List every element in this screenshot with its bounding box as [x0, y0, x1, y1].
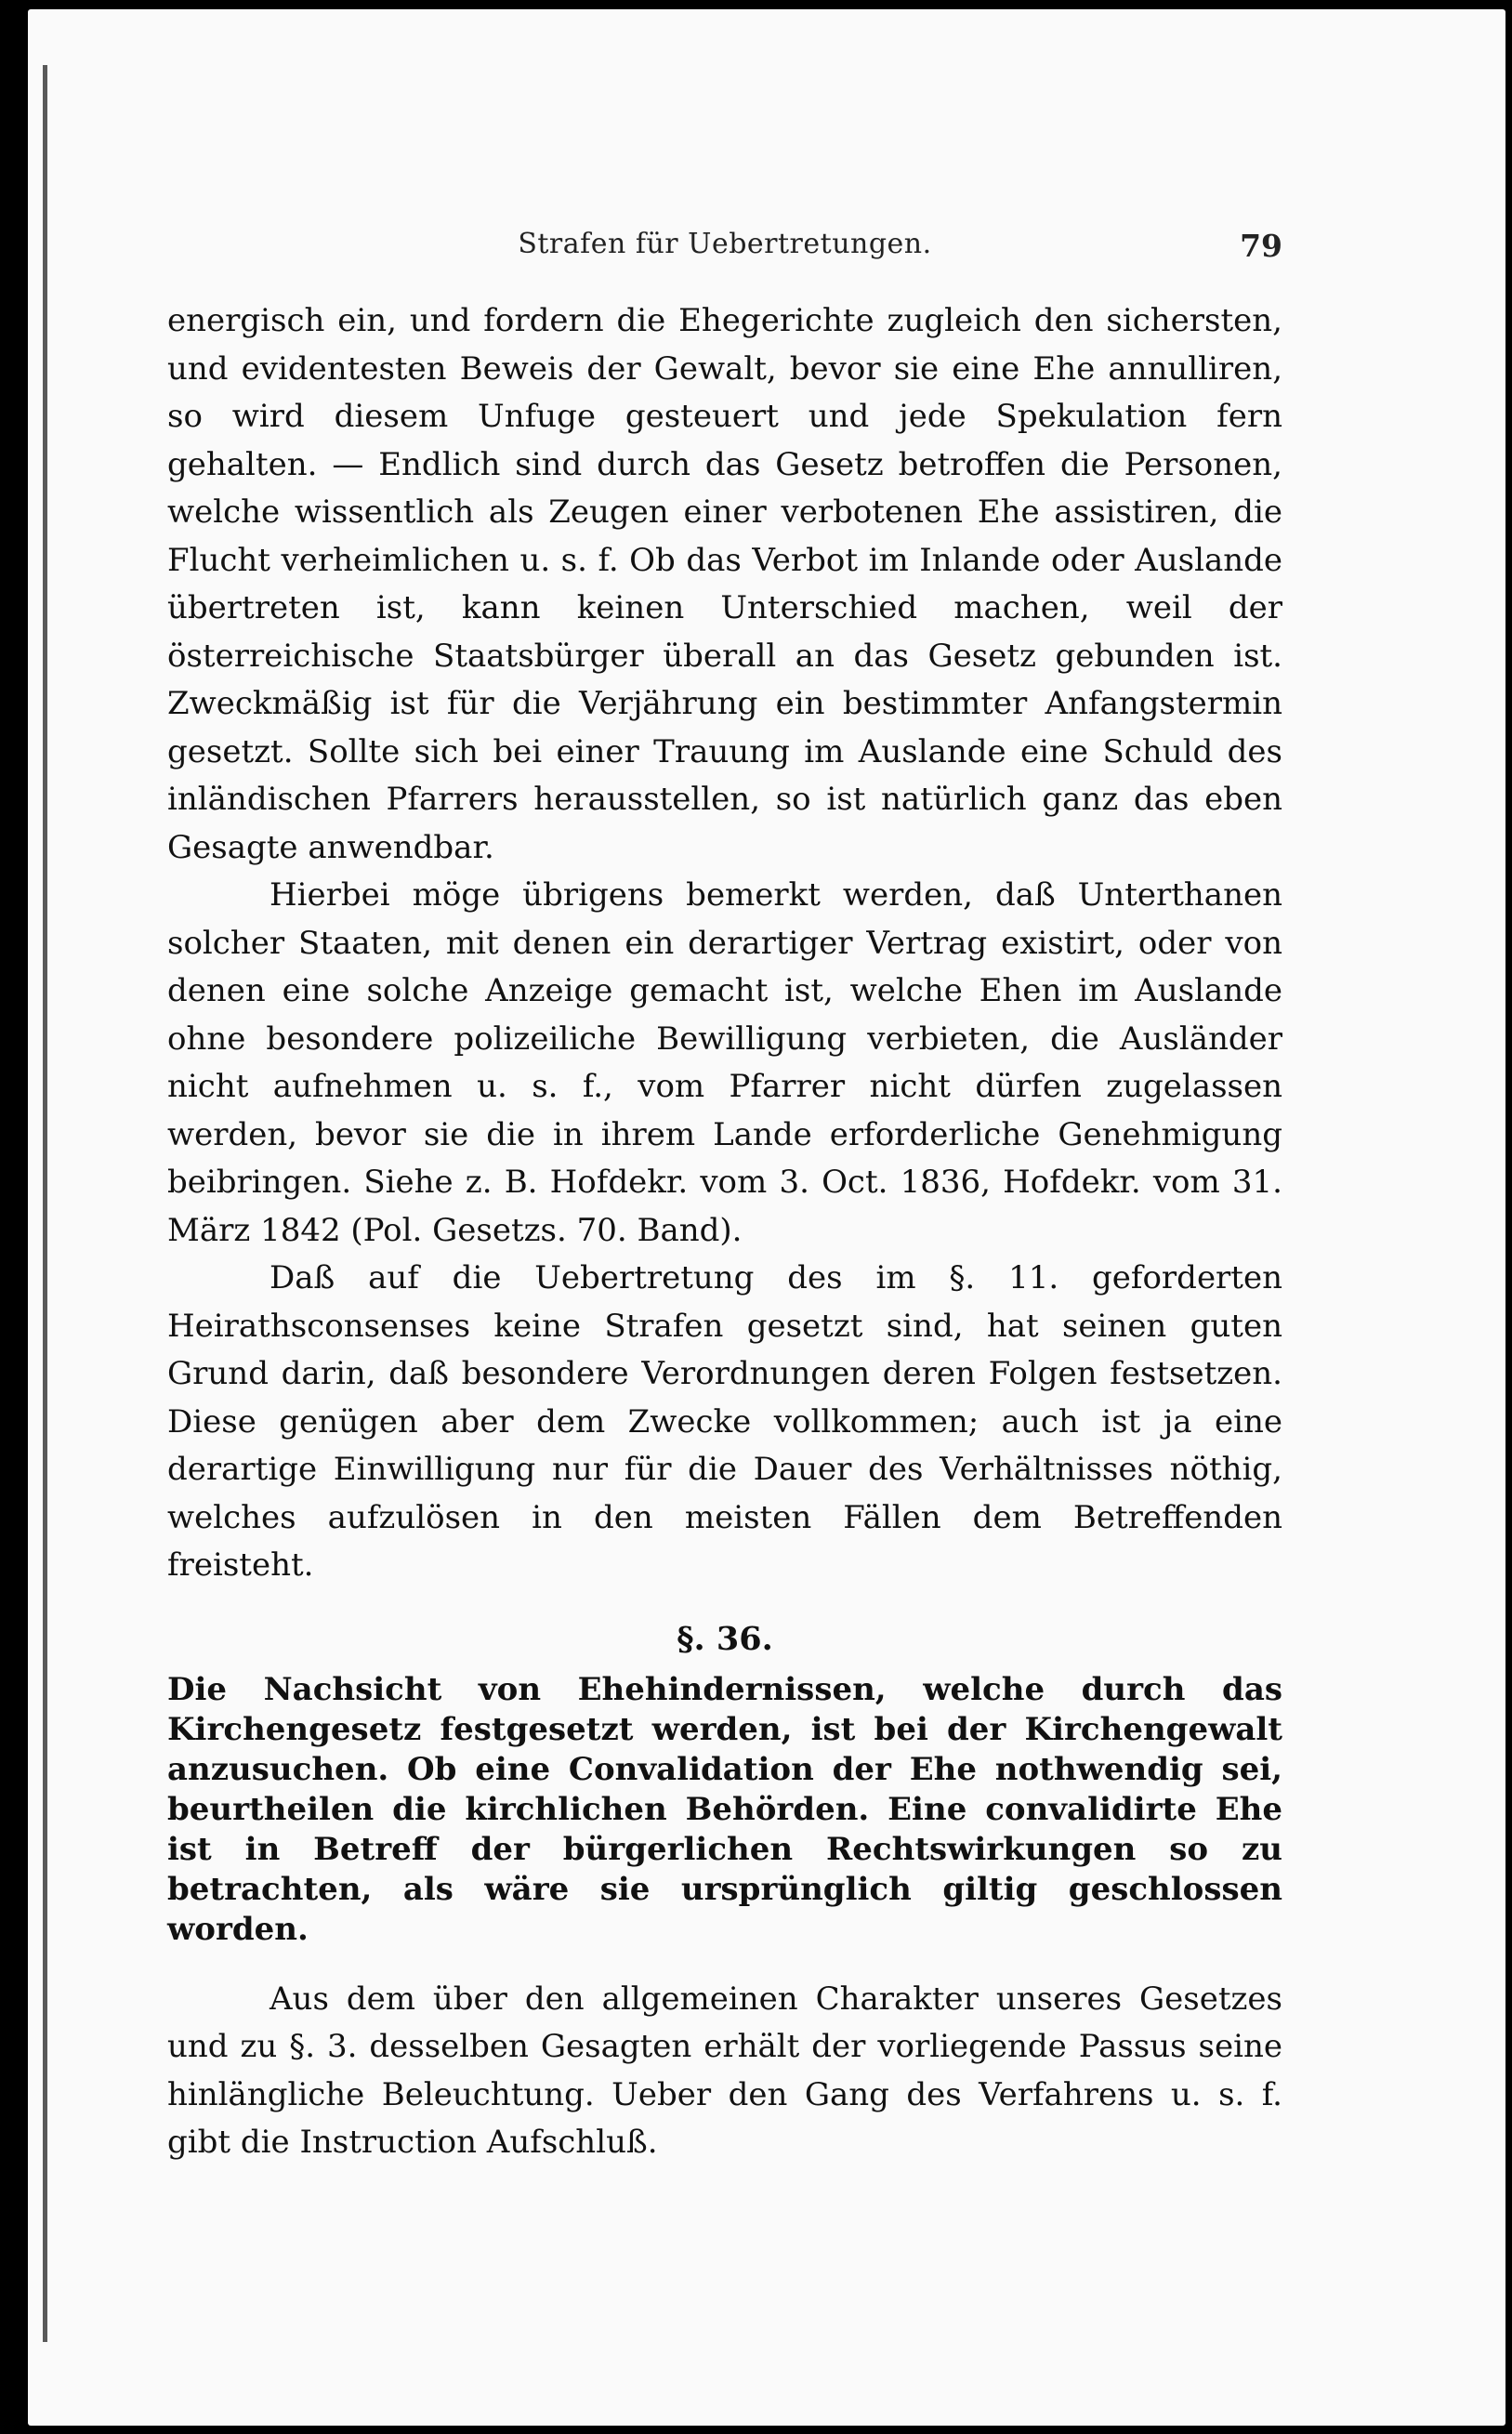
book-page: [28, 9, 1505, 2426]
page-header: [167, 228, 1282, 274]
paragraph-1: energisch ein, und fordern die Ehegerichte zugleich den sichersten, und evidentesten Beweis der Gewalt, bevor sie eine Ehe annulliren, so wird diesem Unfuge gesteuert und jede Spekulation fern gehalten. — Endlich sind durch das Gesetz betroffen die Personen, welche wissentlich als Zeugen einer verbotenen Ehe assistiren, die Flucht verheimlichen u. s. f. Ob das Verbot im Inlande oder Auslande übertreten ist, kann keinen Unterschied machen, weil der österreichische Staatsbürger überall an das Gesetz gebunden ist. Zweckmäßig ist für die Verjährung ein bestimmter Anfangstermin gesetzt. Sollte sich bei einer Trauung im Auslande eine Schuld des inländischen Pfarrers herausstellen, so ist natürlich ganz das eben Gesagte anwendbar.: [167, 302, 1282, 866]
section-body: Aus dem über den allgemeinen Charakter unseres Gesetzes und zu §. 3. desselben Gesagten erhält der vorliegende Passus seine hinlängliche Beleuchtung. Ueber den Gang des Verfahrens u. s. f. gibt die Instruction Aufschluß.: [167, 1980, 1282, 2161]
page-edge-shadow: [43, 65, 47, 2342]
running-head: Strafen für Uebertretungen.: [518, 228, 932, 260]
section-summary: Die Nachsicht von Ehehindernissen, welche durch das Kirchengesetz festgesetzt werden, ist bei der Kirchengewalt anzusuchen. Ob eine Convalidation der Ehe nothwendig sei, beurtheilen die kirchlichen Behörden. Eine convalidirte Ehe ist in Betreff der bürgerlichen Rechtswirkungen so zu betrachten, als wäre sie ursprünglich giltig geschlossen worden.: [167, 1670, 1282, 1948]
page-number: 79: [1240, 228, 1282, 264]
paragraph-2: Hierbei möge übrigens bemerkt werden, daß Unterthanen solcher Staaten, mit denen ein derartiger Vertrag existirt, oder von denen eine solche Anzeige gemacht ist, welche Ehen im Auslande ohne besondere polizeiliche Bewilligung verbieten, die Ausländer nicht aufnehmen u. s. f., vom Pfarrer nicht dürfen zugelassen werden, bevor sie die in ihrem Lande erforderliche Genehmigung beibringen. Siehe z. B. Hofdekr. vom 3. Oct. 1836, Hofdekr. vom 31. März 1842 (Pol. Gesetzs. 70. Band).: [167, 876, 1282, 1249]
page-body: [167, 297, 1282, 2167]
section-heading: §. 36.: [677, 1619, 773, 1658]
paragraph-3: Daß auf die Uebertretung des im §. 11. geforderten Heirathsconsenses keine Strafen gesetzt sind, hat seinen guten Grund darin, daß besondere Verordnungen deren Folgen festsetzen. Diese genügen aber dem Zwecke vollkommen; auch ist ja eine derartige Einwilligung nur für die Dauer des Verhältnisses nöthig, welches aufzulösen in den meisten Fällen dem Betreffenden freisteht.: [167, 1259, 1282, 1584]
